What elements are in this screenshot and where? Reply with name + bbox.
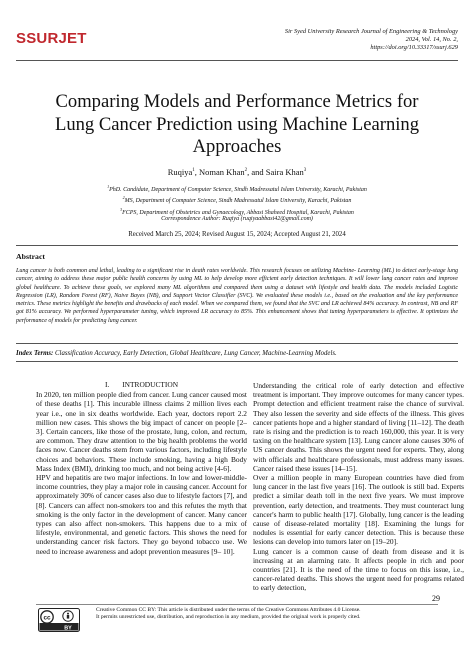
affiliation-text: PhD. Candidate, Department of Computer Science, Sindh Madressatul Islam University, Karachi, Pakistan (109, 187, 367, 193)
title-line: Lung Cancer Prediction using Machine Learning (54, 113, 420, 135)
text-line: to increase awareness and adopt prevention measures [9– (51, 546, 222, 556)
author-list (16, 167, 458, 177)
text-line: is the leading cause of disease-related mortality [18]. (253, 509, 464, 529)
abstract-line: Forest (RF), Naive Bayes (NB), and Support Vector Classifier (SVC). We evaluated these models i.e., based on the evaluation and the key (81, 292, 426, 299)
text-line: worldwide. Each year, doctors report 2.2 million new (36, 408, 247, 427)
author-separator: , (194, 167, 200, 177)
text-line: In 2020, ten million people died from cancer. Lung cancer (36, 390, 209, 400)
text-line: treatment raise the chance of survival. They also lessen the (253, 399, 464, 418)
cc-label: cc (43, 614, 51, 622)
header-divider (16, 60, 458, 61)
text-line: it is increasing at an alarming rate. It affects people in rich (253, 546, 464, 565)
affiliation (16, 194, 458, 205)
title-line: Approaches (192, 136, 282, 157)
text-line: causing cancer. Account for approximately 30% of cancer (36, 482, 247, 501)
license-line: Creative Common CC BY: This article is distributed under the terms of the Creative Commons Attributes 4.0 License. (96, 607, 361, 613)
abstract-line: Learning (ML) to detect early-stage lung cancer, aiming to address these major public health concerns by using ML to help develop more (16, 268, 459, 283)
abstract-line: Lung cancer is both common and lethal, leading to a significant rise in death rates worldwide. This research focuses on utilizing Machine- (16, 268, 357, 274)
text-line: caused most of these deaths [1]. This incurable illness (36, 390, 247, 409)
journal-name: Sir Syed University Research Journal of Engineering & Technology (284, 28, 458, 35)
text-line: into tumors later on [19–20]. (312, 537, 398, 547)
abstract-text (16, 267, 458, 325)
paper-title (16, 91, 458, 159)
text-line: issues. Cancer raised these issues [14–15]. (253, 454, 464, 473)
license-notice (96, 607, 436, 622)
journal-doi[interactable]: https://doi.org/10.33317/ssurj.629 (370, 44, 458, 51)
paragraph (253, 473, 464, 547)
author-name: Saira Khan (265, 167, 304, 177)
text-line: and poor countries [21]. It is the need of the time to focus (253, 555, 464, 575)
affiliation-sup: 3 (120, 206, 123, 212)
affiliation-sup: 1 (107, 184, 110, 189)
author-name: Ruqiya (167, 167, 193, 177)
text-line: effective treatment is important. They improve outcomes (253, 381, 464, 400)
footer-divider (36, 604, 438, 605)
text-line: cancer detection. This is because these lesions can develop (253, 528, 464, 547)
page-number: 29 (432, 594, 440, 603)
text-line: Many cancer types can also affect non-smokers. This (36, 509, 247, 529)
author-sup: 1 (192, 168, 195, 174)
submission-dates: Received March 25, 2024; Revised August 15, 2024; Accepted August 21, 2024 (128, 231, 346, 238)
text-line: claims 2 million lives each year i.e., one in six deaths (36, 399, 247, 418)
left-column (36, 380, 247, 556)
text-line: shows the urgent need for experts. They, along with (253, 445, 464, 464)
correspondence: Correspondence Author: Ruqiya (ruqiyaabbasi42@gmail.com) (161, 216, 313, 222)
text-line: HPV and hepatitis are two major infections. In low and (36, 473, 203, 483)
cc-by-license-icon (38, 608, 80, 632)
affiliation-sup: 2 (122, 195, 125, 201)
by-label: BY (64, 625, 72, 632)
text-line: behaviors. These include smoking, having a high Body (75, 454, 247, 464)
text-line: outlook is still bad. Experts predict a similar death toll in (253, 482, 464, 501)
paragraph (253, 547, 464, 593)
affiliations (16, 183, 458, 217)
text-line: the next five years. We must improve prevention, early (253, 491, 464, 510)
journal-volume: 2024, Vol. 14, No. 2, (405, 36, 458, 43)
abstract-line: lung cancer. (107, 317, 138, 324)
text-line: health problems the world faces now. Cancer deaths stem (36, 436, 247, 455)
text-line: smoking is the only factor in the development of cancer. (36, 509, 206, 519)
index-divider (16, 343, 458, 344)
text-line: cases. This shows the big impact of cancer on people [2– (74, 417, 247, 427)
abstract-line: accuracy to 85%. This enhancement shows that tuning hyperparameters is effective. It optimizes the performance of models for predicting (16, 309, 459, 324)
paragraph (36, 473, 247, 556)
text-line: active [4-6]. (195, 463, 232, 473)
abstract-line: efficient early detection techniques. It will lower lung cancer rates and improve global healthcare. To achieve these goals, we explored many (16, 276, 458, 291)
text-line: death rate is rising and the prediction is to reach 160,000, (253, 417, 464, 437)
body-divider (16, 361, 458, 362)
text-line: patients hope and a higher standard of living [11–12]. The (274, 417, 447, 427)
affiliation-text: MS, Department of Computer Science, Sindh Madressatul Islam University, Karachi, Pakistan (124, 198, 352, 205)
paragraph (253, 381, 464, 473)
text-line: 3]. Certain cancers, like those of the prostate, lung, colon, (36, 427, 210, 437)
right-column (253, 381, 464, 593)
text-line: urgent need for programs related to early detection, (253, 574, 464, 593)
text-line: cancer's harm to public health [17]. Globally, lung cancer (253, 509, 423, 519)
text-line: Lung cancer is a common cause of death from disease and (253, 546, 447, 556)
license-line: It permits unrestricted use, distribution, and reproduction in any medium, provided the original work is properly cited. (96, 614, 361, 621)
author-sup: 2 (244, 168, 248, 174)
text-line: 10]. (222, 546, 235, 556)
abstract-line: performance metrics. These metrics highlight the benefits and drawbacks of each model. When we compared them, we found that the SVC (16, 292, 459, 308)
section-heading: I. INTRODUCTION (104, 380, 179, 389)
text-line: genetic factors. This shows the need for understanding (36, 528, 247, 547)
text-line: Understanding the critical role of early detection and (253, 381, 434, 390)
text-line: and rectum, are common. They draw attention to the big (36, 427, 247, 446)
text-line: officials and healthcare professionals, must address many (268, 454, 443, 464)
affiliation-text: FCPS, Department of Obstetrics and Gynaecology, Abbasi Shaheed Hospital, Karachi, Pakistan (122, 209, 354, 216)
text-line: this year. It is very taxing on the healthcare system [13]. (253, 427, 464, 446)
text-line: Over a million people in many European countries have (253, 473, 431, 483)
author-name: Noman Khan (199, 167, 245, 177)
text-line: for many cancer types. Prompt detection and efficient (253, 390, 464, 409)
text-line: Lung cancer alone causes 30% of US cancer deaths. This (253, 436, 464, 455)
abstract-line: and LR achieved 84% accuracy. In contrast, NB and RF got 81% accuracy. We performed hyperparameter tuning, which improved LR (16, 301, 459, 316)
text-line: lower-middle-income countries, they play a major role in (36, 473, 247, 492)
index-terms (16, 350, 458, 357)
text-line: Mass Index (BMI), drinking too much, and not being (36, 463, 194, 473)
paragraph (36, 390, 247, 473)
abstract-divider (16, 245, 458, 246)
text-line: on this issue, i.e., cancer-related deaths. This shows the (253, 565, 464, 584)
affiliation (16, 183, 458, 194)
text-line: cancer risk factors. They go beyond tobacco use. We need (36, 537, 247, 556)
text-line: affect non-smokers too and this refutes the myth that (87, 500, 247, 510)
journal-info (228, 28, 458, 52)
author-separator: , and (247, 167, 266, 177)
index-terms-text: Classification Accuracy, Early Detection, Global Healthcare, Lung Cancer, Machine-Learning Models. (53, 350, 337, 357)
abstract-line: ML algorithms and compared them using a dataset with lifestyle and health data. The models included Logistic Regression (LR), Random (16, 284, 458, 299)
text-line: severity and side effects of the illness. This gives cancer (253, 408, 464, 427)
author-sup: 3 (303, 168, 307, 174)
text-line: died from lung cancer in the last five years [16]. The (253, 473, 464, 492)
text-line: Examining the lungs for nodules is essential for early (253, 519, 464, 538)
text-line: detection, and treatments. They must counteract lung (305, 500, 464, 510)
abstract-heading: Abstract (16, 252, 46, 261)
journal-logo: SSURJET (16, 30, 87, 47)
text-line: happens due to a mix of lifestyle, environmental, and (36, 519, 247, 538)
index-terms-label: Index Terms: (16, 350, 54, 357)
text-line: cases also due to lifestyle factors [7], and [8]. Cancers can (36, 491, 247, 510)
text-line: from various factors, including lifestyle choices and (36, 445, 247, 464)
title-line: Comparing Models and Performance Metrics for (55, 91, 419, 112)
